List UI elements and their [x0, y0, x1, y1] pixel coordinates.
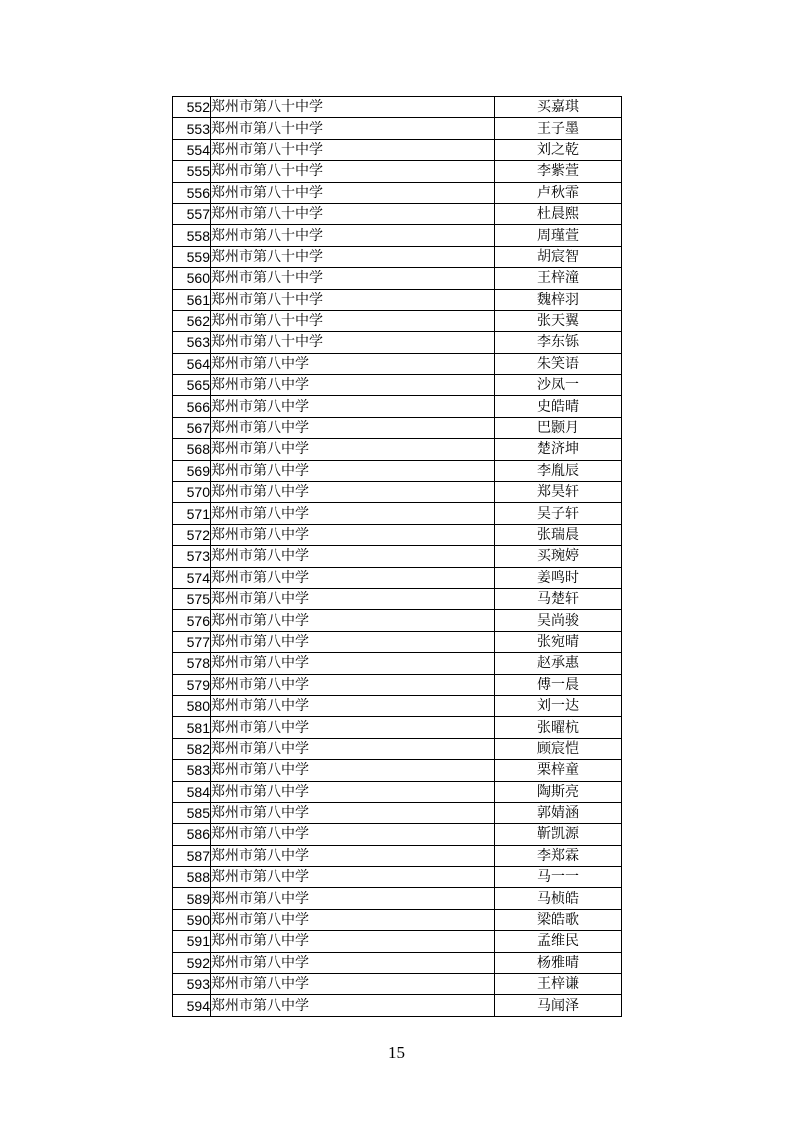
row-number-cell: 587 [173, 845, 211, 866]
row-number-cell: 570 [173, 482, 211, 503]
school-name-cell: 郑州市第八十中学 [211, 289, 495, 310]
table-row [173, 118, 622, 139]
school-name-cell: 郑州市第八十中学 [211, 97, 495, 118]
table-row [173, 760, 622, 781]
table-row [173, 182, 622, 203]
table-row [173, 653, 622, 674]
school-name-cell: 郑州市第八中学 [211, 503, 495, 524]
row-number-cell: 577 [173, 631, 211, 652]
student-name-cell: 胡宸智 [495, 246, 622, 267]
student-name-cell: 魏梓羽 [495, 289, 622, 310]
school-name-cell: 郑州市第八十中学 [211, 310, 495, 331]
school-name-cell: 郑州市第八中学 [211, 931, 495, 952]
student-name-cell: 赵承惠 [495, 653, 622, 674]
student-name-cell: 张曜杭 [495, 717, 622, 738]
student-name-cell: 张天翼 [495, 310, 622, 331]
row-number-cell: 560 [173, 268, 211, 289]
school-name-cell: 郑州市第八十中学 [211, 332, 495, 353]
school-name-cell: 郑州市第八十中学 [211, 139, 495, 160]
student-name-cell: 张宛晴 [495, 631, 622, 652]
school-name-cell: 郑州市第八中学 [211, 952, 495, 973]
student-name-cell: 王梓潼 [495, 268, 622, 289]
school-name-cell: 郑州市第八中学 [211, 974, 495, 995]
row-number-cell: 586 [173, 824, 211, 845]
table-row [173, 845, 622, 866]
row-number-cell: 576 [173, 610, 211, 631]
table-row [173, 353, 622, 374]
school-name-cell: 郑州市第八中学 [211, 781, 495, 802]
student-name-cell: 马楚轩 [495, 588, 622, 609]
student-name-cell: 李郑霖 [495, 845, 622, 866]
row-number-cell: 561 [173, 289, 211, 310]
school-name-cell: 郑州市第八十中学 [211, 246, 495, 267]
table-row [173, 974, 622, 995]
table-row [173, 631, 622, 652]
row-number-cell: 568 [173, 439, 211, 460]
school-name-cell: 郑州市第八中学 [211, 760, 495, 781]
table-row [173, 867, 622, 888]
table-row [173, 695, 622, 716]
table-row [173, 417, 622, 438]
row-number-cell: 559 [173, 246, 211, 267]
student-name-cell: 周瑾萱 [495, 225, 622, 246]
school-name-cell: 郑州市第八中学 [211, 567, 495, 588]
row-number-cell: 581 [173, 717, 211, 738]
school-name-cell: 郑州市第八中学 [211, 674, 495, 695]
student-name-cell: 靳凯源 [495, 824, 622, 845]
student-name-cell: 杜晨熙 [495, 203, 622, 224]
school-name-cell: 郑州市第八中学 [211, 738, 495, 759]
page-number: 15 [388, 1043, 405, 1062]
student-name-cell: 傅一晨 [495, 674, 622, 695]
row-number-cell: 585 [173, 802, 211, 823]
row-number-cell: 573 [173, 546, 211, 567]
table-row [173, 203, 622, 224]
row-number-cell: 565 [173, 375, 211, 396]
table-row [173, 310, 622, 331]
table-row [173, 161, 622, 182]
student-name-cell: 巴颢月 [495, 417, 622, 438]
table-row [173, 439, 622, 460]
table-row [173, 995, 622, 1016]
school-name-cell: 郑州市第八十中学 [211, 118, 495, 139]
row-number-cell: 579 [173, 674, 211, 695]
student-name-cell: 梁皓歌 [495, 909, 622, 930]
school-name-cell: 郑州市第八中学 [211, 460, 495, 481]
school-name-cell: 郑州市第八中学 [211, 375, 495, 396]
school-name-cell: 郑州市第八中学 [211, 909, 495, 930]
row-number-cell: 564 [173, 353, 211, 374]
school-name-cell: 郑州市第八中学 [211, 588, 495, 609]
table-row [173, 97, 622, 118]
table-row [173, 460, 622, 481]
row-number-cell: 591 [173, 931, 211, 952]
student-name-cell: 马桢皓 [495, 888, 622, 909]
row-number-cell: 574 [173, 567, 211, 588]
school-name-cell: 郑州市第八中学 [211, 439, 495, 460]
student-name-cell: 刘一达 [495, 695, 622, 716]
table-row [173, 332, 622, 353]
student-name-cell: 陶斯亮 [495, 781, 622, 802]
table-row [173, 909, 622, 930]
row-number-cell: 555 [173, 161, 211, 182]
table-row [173, 738, 622, 759]
school-name-cell: 郑州市第八中学 [211, 867, 495, 888]
row-number-cell: 580 [173, 695, 211, 716]
table-row [173, 396, 622, 417]
student-name-cell: 郭婧涵 [495, 802, 622, 823]
row-number-cell: 571 [173, 503, 211, 524]
table-row [173, 888, 622, 909]
row-number-cell: 582 [173, 738, 211, 759]
student-name-cell: 楚济坤 [495, 439, 622, 460]
table-row [173, 268, 622, 289]
row-number-cell: 592 [173, 952, 211, 973]
row-number-cell: 553 [173, 118, 211, 139]
student-name-cell: 吴尚骏 [495, 610, 622, 631]
row-number-cell: 583 [173, 760, 211, 781]
school-name-cell: 郑州市第八十中学 [211, 203, 495, 224]
school-name-cell: 郑州市第八中学 [211, 631, 495, 652]
table-row [173, 802, 622, 823]
student-name-cell: 马一一 [495, 867, 622, 888]
table-row [173, 225, 622, 246]
student-name-cell: 李紫萱 [495, 161, 622, 182]
table-row [173, 567, 622, 588]
student-name-cell: 沙凤一 [495, 375, 622, 396]
row-number-cell: 557 [173, 203, 211, 224]
table-row [173, 824, 622, 845]
table-row [173, 546, 622, 567]
row-number-cell: 589 [173, 888, 211, 909]
student-name-cell: 李东铄 [495, 332, 622, 353]
student-name-cell: 郑昊轩 [495, 482, 622, 503]
student-name-cell: 买嘉琪 [495, 97, 622, 118]
table-row [173, 503, 622, 524]
row-number-cell: 556 [173, 182, 211, 203]
row-number-cell: 563 [173, 332, 211, 353]
school-name-cell: 郑州市第八中学 [211, 610, 495, 631]
roster-body [173, 97, 622, 1017]
student-name-cell: 栗梓童 [495, 760, 622, 781]
table-row [173, 289, 622, 310]
student-name-cell: 王梓谦 [495, 974, 622, 995]
school-name-cell: 郑州市第八中学 [211, 653, 495, 674]
student-name-cell: 李胤辰 [495, 460, 622, 481]
student-name-cell: 买琬婷 [495, 546, 622, 567]
row-number-cell: 572 [173, 524, 211, 545]
row-number-cell: 554 [173, 139, 211, 160]
table-row [173, 482, 622, 503]
student-name-cell: 张瑞晨 [495, 524, 622, 545]
student-name-cell: 姜鸣时 [495, 567, 622, 588]
student-name-cell: 史皓晴 [495, 396, 622, 417]
row-number-cell: 567 [173, 417, 211, 438]
school-name-cell: 郑州市第八中学 [211, 995, 495, 1016]
table-row [173, 717, 622, 738]
school-name-cell: 郑州市第八中学 [211, 546, 495, 567]
student-name-cell: 王子墨 [495, 118, 622, 139]
student-name-cell: 刘之乾 [495, 139, 622, 160]
school-name-cell: 郑州市第八十中学 [211, 161, 495, 182]
row-number-cell: 569 [173, 460, 211, 481]
school-name-cell: 郑州市第八十中学 [211, 268, 495, 289]
table-row [173, 674, 622, 695]
row-number-cell: 593 [173, 974, 211, 995]
row-number-cell: 578 [173, 653, 211, 674]
school-name-cell: 郑州市第八中学 [211, 802, 495, 823]
student-name-cell: 杨雅晴 [495, 952, 622, 973]
row-number-cell: 584 [173, 781, 211, 802]
table-row [173, 246, 622, 267]
student-roster-table [172, 96, 622, 1017]
student-name-cell: 吴子轩 [495, 503, 622, 524]
row-number-cell: 575 [173, 588, 211, 609]
school-name-cell: 郑州市第八中学 [211, 353, 495, 374]
table-row [173, 139, 622, 160]
school-name-cell: 郑州市第八中学 [211, 695, 495, 716]
student-name-cell: 孟维民 [495, 931, 622, 952]
row-number-cell: 562 [173, 310, 211, 331]
student-name-cell: 卢秋霏 [495, 182, 622, 203]
school-name-cell: 郑州市第八中学 [211, 482, 495, 503]
table-row [173, 952, 622, 973]
school-name-cell: 郑州市第八中学 [211, 417, 495, 438]
table-row [173, 588, 622, 609]
student-name-cell: 马闻泽 [495, 995, 622, 1016]
table-row [173, 610, 622, 631]
table-row [173, 931, 622, 952]
student-name-cell: 顾宸恺 [495, 738, 622, 759]
school-name-cell: 郑州市第八中学 [211, 717, 495, 738]
row-number-cell: 590 [173, 909, 211, 930]
table-row [173, 781, 622, 802]
school-name-cell: 郑州市第八中学 [211, 888, 495, 909]
table-row [173, 524, 622, 545]
school-name-cell: 郑州市第八中学 [211, 396, 495, 417]
row-number-cell: 594 [173, 995, 211, 1016]
row-number-cell: 552 [173, 97, 211, 118]
school-name-cell: 郑州市第八中学 [211, 845, 495, 866]
row-number-cell: 558 [173, 225, 211, 246]
school-name-cell: 郑州市第八十中学 [211, 225, 495, 246]
school-name-cell: 郑州市第八中学 [211, 524, 495, 545]
table-row [173, 375, 622, 396]
school-name-cell: 郑州市第八十中学 [211, 182, 495, 203]
student-name-cell: 朱笑语 [495, 353, 622, 374]
row-number-cell: 588 [173, 867, 211, 888]
school-name-cell: 郑州市第八中学 [211, 824, 495, 845]
row-number-cell: 566 [173, 396, 211, 417]
